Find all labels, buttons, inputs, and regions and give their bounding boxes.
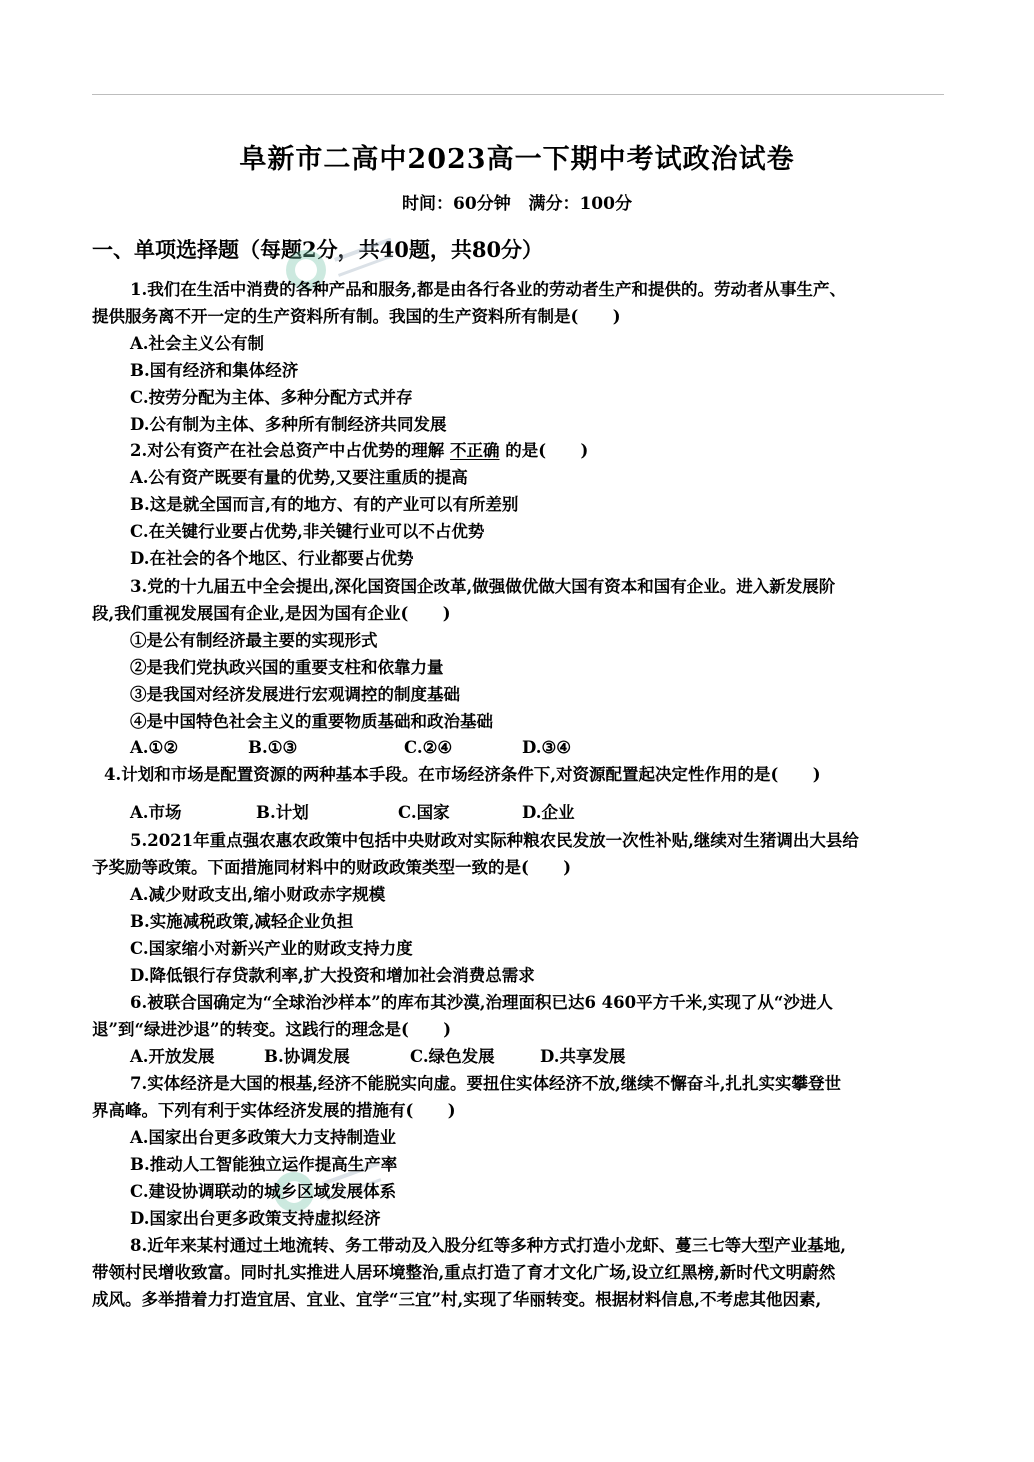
question-3-option-a: A.①② [130, 738, 179, 757]
question-7-option-c: C.建设协调联动的城乡区域发展体系 [130, 1182, 397, 1201]
question-3-stem-line-1: 3.党的十九届五中全会提出,深化国资国企改革,做强做优做大国有资本和国有企业。进入新发展阶 [130, 577, 836, 596]
question-4-option-b: B.计划 [256, 803, 309, 822]
question-3-stem-line-2: 段,我们重视发展国有企业,是因为国有企业( ) [92, 604, 451, 623]
question-8-stem-line-3: 成风。多举措着力打造宜居、宜业、宜学“三宜”村,实现了华丽转变。根据材料信息,不考虑其他因素, [92, 1290, 822, 1309]
question-3-option-b: B.①③ [248, 738, 298, 757]
question-1-option-d: D.公有制为主体、多种所有制经济共同发展 [130, 415, 447, 434]
question-2-stem-post: 的是( ) [505, 441, 589, 460]
question-5-option-a: A.减少财政支出,缩小财政赤字规模 [130, 885, 386, 904]
question-5-option-d: D.降低银行存贷款利率,扩大投资和增加社会消费总需求 [130, 966, 535, 985]
question-3-item-3: ③是我国对经济发展进行宏观调控的制度基础 [130, 685, 460, 704]
question-3-item-1: ①是公有制经济最主要的实现形式 [130, 631, 378, 650]
question-4-option-c: C.国家 [398, 803, 450, 822]
question-5-option-b: B.实施减税政策,减轻企业负担 [130, 912, 354, 931]
question-3-item-2: ②是我们党执政兴国的重要支柱和依靠力量 [130, 658, 444, 677]
question-2-option-c: C.在关键行业要占优势,非关键行业可以不占优势 [130, 522, 485, 541]
question-8-stem-line-2: 带领村民增收致富。同时扎实推进人居环境整治,重点打造了育才文化广场,设立红黑榜,新时代文明蔚然 [92, 1263, 836, 1282]
question-1-stem-line-1: 1.我们在生活中消费的各种产品和服务,都是由各行各业的劳动者生产和提供的。劳动者从事生产、 [130, 280, 846, 299]
question-3-item-4: ④是中国特色社会主义的重要物质基础和政治基础 [130, 712, 493, 731]
question-4-stem: 4.计划和市场是配置资源的两种基本手段。在市场经济条件下,对资源配置起决定性作用的是( ) [104, 765, 821, 784]
question-7-option-b: B.推动人工智能独立运作提高生产率 [130, 1155, 398, 1174]
question-2-option-b: B.这是就全国而言,有的地方、有的产业可以有所差别 [130, 495, 519, 514]
question-2-stem-underline: 不正确 [449, 441, 500, 460]
question-5-stem-line-2: 予奖励等政策。下面措施同材料中的财政政策类型一致的是( ) [92, 858, 572, 877]
question-7-option-d: D.国家出台更多政策支持虚拟经济 [130, 1209, 381, 1228]
question-5-option-c: C.国家缩小对新兴产业的财政支持力度 [130, 939, 413, 958]
question-3-option-c: C.②④ [404, 738, 453, 757]
question-3-option-d: D.③④ [522, 738, 572, 757]
question-5-stem-line-1: 5.2021年重点强农惠农政策中包括中央财政对实际种粮农民发放一次性补贴,继续对生猪调出大县给 [130, 831, 859, 850]
question-1-option-b: B.国有经济和集体经济 [130, 361, 299, 380]
question-2-option-a: A.公有资产既要有量的优势,又要注重质的提高 [130, 468, 468, 487]
question-2-stem [130, 440, 588, 462]
question-1-option-a: A.社会主义公有制 [130, 334, 265, 353]
question-2-stem-pre: 2.对公有资产在社会总资产中占优势的理解 [130, 441, 445, 460]
question-6-stem-line-1: 6.被联合国确定为“全球治沙样本”的库布其沙漠,治理面积已达6 460平方千米,实现了从“沙进人 [130, 993, 833, 1012]
question-6-option-b: B.协调发展 [264, 1047, 350, 1066]
page-title: 阜新市二高中2023高一下期中考试政治试卷 [239, 144, 795, 175]
exam-info: 时间：60分钟 满分：100分 [402, 194, 632, 214]
question-4-option-a: A.市场 [130, 803, 182, 822]
question-4-option-d: D.企业 [522, 803, 575, 822]
question-7-stem-line-1: 7.实体经济是大国的根基,经济不能脱实向虚。要扭住实体经济不放,继续不懈奋斗,扎扎实实攀登世 [130, 1074, 841, 1093]
question-6-stem-line-2: 退”到“绿进沙退”的转变。这践行的理念是( ) [92, 1020, 452, 1039]
question-7-option-a: A.国家出台更多政策大力支持制造业 [130, 1128, 397, 1147]
section-heading: 一、单项选择题（每题2分，共40题，共80分） [92, 237, 544, 262]
question-6-option-a: A.开放发展 [130, 1047, 215, 1066]
question-1-option-c: C.按劳分配为主体、多种分配方式并存 [130, 388, 413, 407]
header-rule [92, 94, 944, 95]
question-1-stem-line-2: 提供服务离不开一定的生产资料所有制。我国的生产资料所有制是( ) [92, 307, 621, 326]
question-6-option-c: C.绿色发展 [410, 1047, 495, 1066]
question-8-stem-line-1: 8.近年来某村通过土地流转、务工带动及入股分红等多种方式打造小龙虾、蔓三七等大型产业基地, [130, 1236, 846, 1255]
question-7-stem-line-2: 界高峰。下列有利于实体经济发展的措施有( ) [92, 1101, 456, 1120]
question-6-option-d: D.共享发展 [540, 1047, 626, 1066]
question-2-option-d: D.在社会的各个地区、行业都要占优势 [130, 549, 414, 568]
